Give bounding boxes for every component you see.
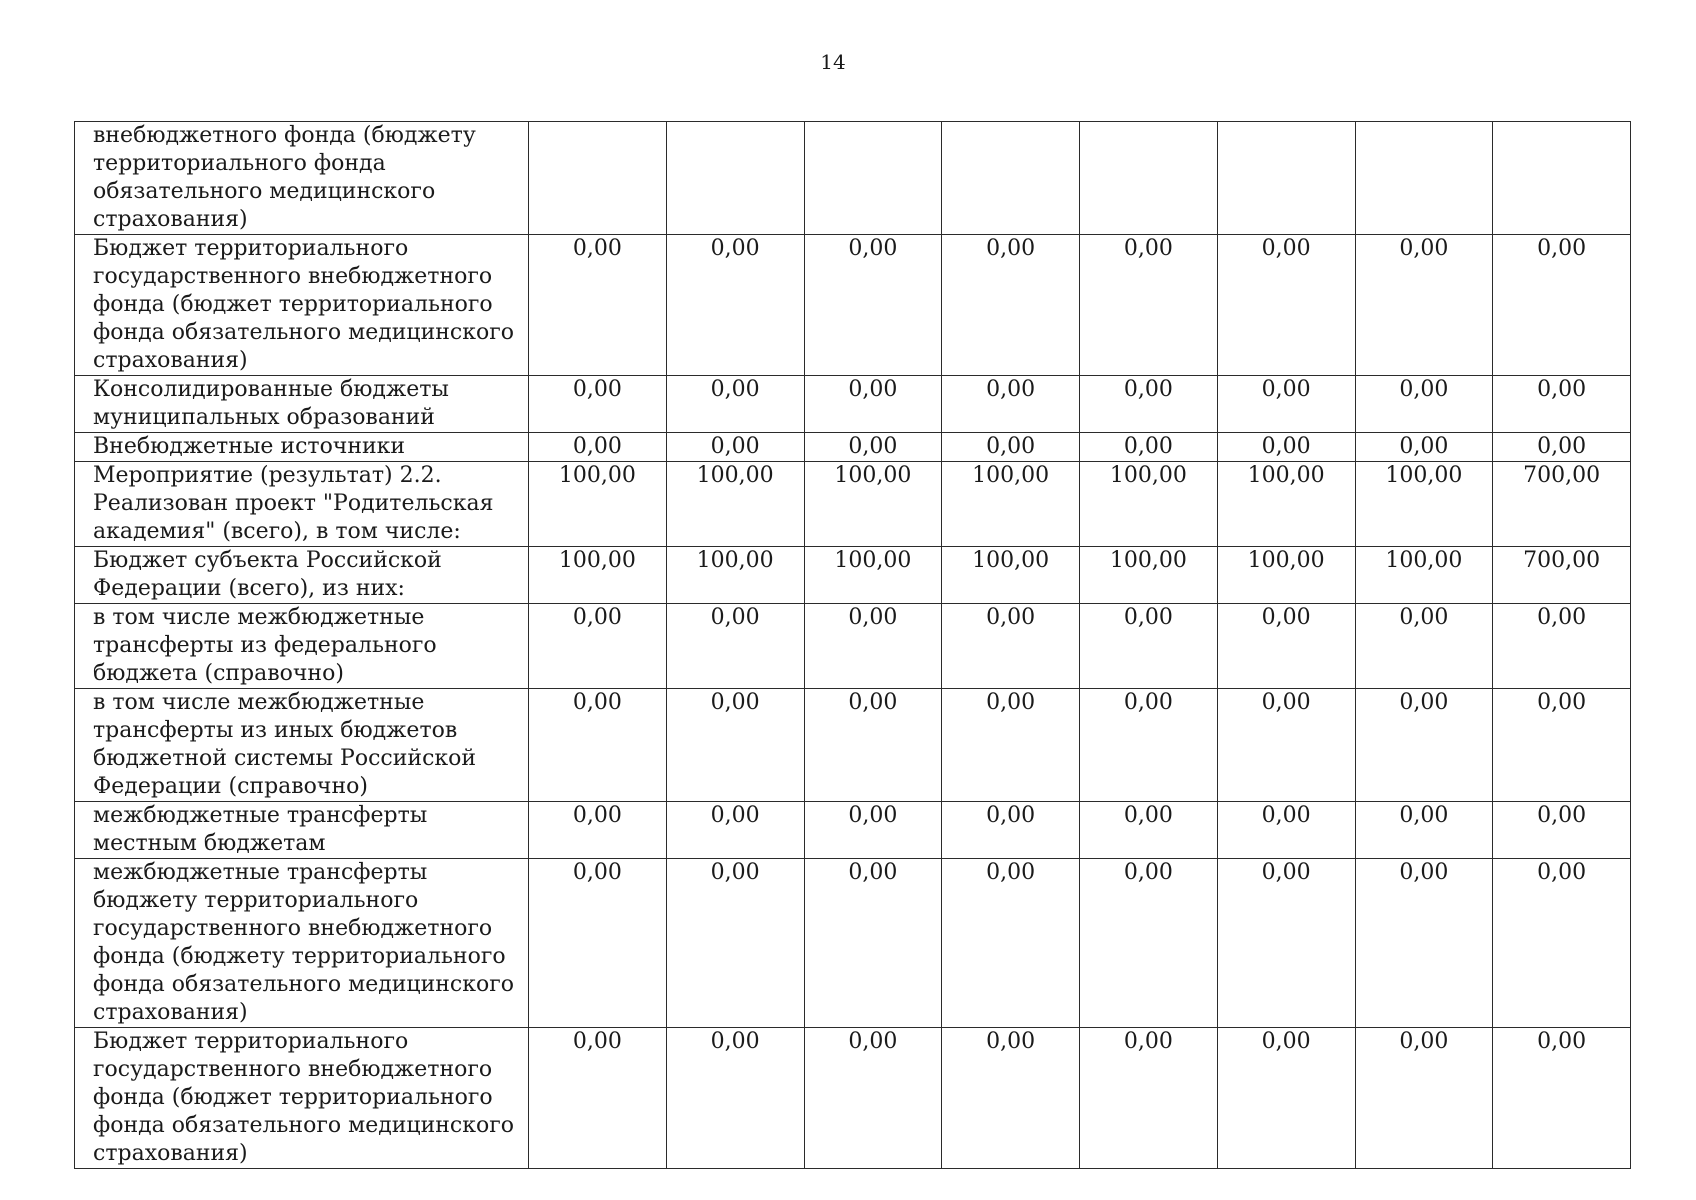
value-cell: 0,00: [529, 376, 667, 433]
table-row: [75, 859, 1631, 1028]
value-cell: 0,00: [666, 433, 804, 462]
value-cell: 0,00: [1217, 376, 1355, 433]
row-label-cell: [75, 547, 529, 604]
value-cell: 0,00: [529, 1028, 667, 1169]
value-cell: 0,00: [529, 802, 667, 859]
row-label: межбюджетные трансферты местным бюджетам: [93, 803, 428, 856]
row-label-cell: [75, 433, 529, 462]
value-cell: 0,00: [529, 604, 667, 689]
value-cell: [1080, 122, 1218, 235]
value-cell: 0,00: [942, 604, 1080, 689]
table-row: [75, 547, 1631, 604]
row-label: Консолидированные бюджеты муниципальных образований: [93, 377, 449, 430]
value-cell: 0,00: [942, 802, 1080, 859]
value-cell: 0,00: [804, 1028, 942, 1169]
value-cell: 0,00: [804, 859, 942, 1028]
table-row: [75, 235, 1631, 376]
value-cell: [1217, 122, 1355, 235]
value-cell: 0,00: [1217, 235, 1355, 376]
value-cell: 0,00: [1080, 689, 1218, 802]
value-cell: 100,00: [1217, 462, 1355, 547]
value-cell: 0,00: [666, 376, 804, 433]
row-label-cell: [75, 1028, 529, 1169]
value-cell: 0,00: [1080, 376, 1218, 433]
table-row: [75, 433, 1631, 462]
row-label: в том числе межбюджетные трансферты из федерального бюджета (справочно): [93, 605, 437, 686]
value-cell: 0,00: [529, 859, 667, 1028]
value-cell: 0,00: [942, 1028, 1080, 1169]
value-cell: 0,00: [1217, 433, 1355, 462]
value-cell: 0,00: [942, 433, 1080, 462]
row-label-cell: [75, 689, 529, 802]
row-label: Мероприятие (результат) 2.2. Реализован проект "Родительская академия" (всего), в том числе:: [93, 463, 494, 544]
value-cell: 0,00: [1493, 802, 1631, 859]
value-cell: 0,00: [1493, 604, 1631, 689]
value-cell: 100,00: [942, 547, 1080, 604]
value-cell: [529, 122, 667, 235]
value-cell: 100,00: [1217, 547, 1355, 604]
value-cell: 0,00: [1080, 802, 1218, 859]
value-cell: 0,00: [942, 235, 1080, 376]
value-cell: 0,00: [804, 689, 942, 802]
row-label: межбюджетные трансферты бюджету территориального государственного внебюджетного фонда (бюджету территориального фонда обязательного медицинского страхования): [93, 860, 514, 1025]
value-cell: 100,00: [666, 547, 804, 604]
row-label-cell: [75, 376, 529, 433]
value-cell: 0,00: [1355, 689, 1493, 802]
row-label-cell: [75, 235, 529, 376]
value-cell: 100,00: [1080, 547, 1218, 604]
value-cell: 0,00: [1493, 859, 1631, 1028]
value-cell: [1355, 122, 1493, 235]
value-cell: 0,00: [1355, 433, 1493, 462]
value-cell: 0,00: [804, 604, 942, 689]
value-cell: [666, 122, 804, 235]
table-row: [75, 1028, 1631, 1169]
value-cell: 0,00: [666, 604, 804, 689]
value-cell: 0,00: [1080, 859, 1218, 1028]
value-cell: 0,00: [1355, 235, 1493, 376]
row-label-cell: [75, 462, 529, 547]
value-cell: 0,00: [1493, 235, 1631, 376]
value-cell: 0,00: [1217, 859, 1355, 1028]
value-cell: 100,00: [1080, 462, 1218, 547]
value-cell: 0,00: [1355, 604, 1493, 689]
value-cell: 0,00: [1080, 235, 1218, 376]
value-cell: 0,00: [666, 1028, 804, 1169]
table-row: [75, 689, 1631, 802]
row-label-cell: [75, 859, 529, 1028]
value-cell: [942, 122, 1080, 235]
value-cell: 0,00: [666, 689, 804, 802]
value-cell: 0,00: [529, 235, 667, 376]
value-cell: [804, 122, 942, 235]
value-cell: 0,00: [1217, 1028, 1355, 1169]
value-cell: 0,00: [1493, 433, 1631, 462]
value-cell: 0,00: [1217, 802, 1355, 859]
value-cell: 0,00: [804, 433, 942, 462]
row-label: в том числе межбюджетные трансферты из иных бюджетов бюджетной системы Российской Федерации (справочно): [93, 690, 477, 799]
value-cell: 0,00: [666, 235, 804, 376]
table-body: [75, 122, 1631, 1169]
table-row: [75, 122, 1631, 235]
value-cell: 100,00: [942, 462, 1080, 547]
value-cell: 0,00: [1217, 604, 1355, 689]
page-number: 14: [820, 50, 846, 74]
value-cell: 700,00: [1493, 547, 1631, 604]
value-cell: 0,00: [942, 859, 1080, 1028]
value-cell: 100,00: [1355, 547, 1493, 604]
table-row: [75, 376, 1631, 433]
value-cell: 100,00: [529, 547, 667, 604]
row-label: Бюджет территориального государственного внебюджетного фонда (бюджет территориального фонда обязательного медицинского страхования): [93, 1029, 514, 1166]
value-cell: 0,00: [804, 376, 942, 433]
value-cell: 0,00: [1493, 376, 1631, 433]
value-cell: 100,00: [666, 462, 804, 547]
row-label-cell: [75, 122, 529, 235]
table-row: [75, 802, 1631, 859]
value-cell: 0,00: [1080, 433, 1218, 462]
value-cell: 100,00: [529, 462, 667, 547]
value-cell: 0,00: [1080, 1028, 1218, 1169]
value-cell: 0,00: [804, 802, 942, 859]
budget-table: [74, 121, 1631, 1169]
value-cell: 0,00: [666, 859, 804, 1028]
value-cell: 0,00: [529, 433, 667, 462]
value-cell: 0,00: [1355, 376, 1493, 433]
value-cell: 0,00: [1355, 802, 1493, 859]
value-cell: 0,00: [1493, 689, 1631, 802]
value-cell: 100,00: [804, 462, 942, 547]
value-cell: 0,00: [804, 235, 942, 376]
value-cell: 100,00: [1355, 462, 1493, 547]
row-label-cell: [75, 604, 529, 689]
value-cell: 100,00: [804, 547, 942, 604]
value-cell: 0,00: [1355, 1028, 1493, 1169]
value-cell: 0,00: [942, 376, 1080, 433]
value-cell: 0,00: [529, 689, 667, 802]
value-cell: 0,00: [942, 689, 1080, 802]
table-row: [75, 604, 1631, 689]
row-label: внебюджетного фонда (бюджету территориального фонда обязательного медицинского страхования): [93, 123, 476, 232]
value-cell: 0,00: [1493, 1028, 1631, 1169]
value-cell: 0,00: [1355, 859, 1493, 1028]
value-cell: 0,00: [1217, 689, 1355, 802]
row-label: Бюджет территориального государственного внебюджетного фонда (бюджет территориального фонда обязательного медицинского страхования): [93, 236, 514, 373]
value-cell: 700,00: [1493, 462, 1631, 547]
table-row: [75, 462, 1631, 547]
row-label-cell: [75, 802, 529, 859]
value-cell: [1493, 122, 1631, 235]
row-label: Бюджет субъекта Российской Федерации (всего), из них:: [93, 548, 442, 601]
value-cell: 0,00: [666, 802, 804, 859]
value-cell: 0,00: [1080, 604, 1218, 689]
row-label: Внебюджетные источники: [93, 434, 406, 459]
